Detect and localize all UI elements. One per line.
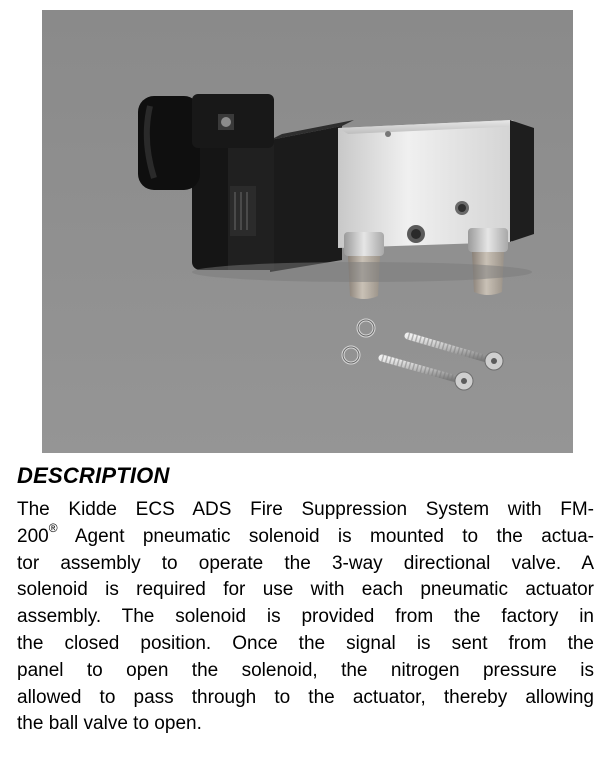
paragraph-line-7: panel to open the solenoid, the nitrogen pressure is <box>17 659 594 681</box>
paragraph-line-2 <box>17 521 594 551</box>
paragraph-line-9: the ball valve to open. <box>17 713 202 735</box>
registered-mark: ® <box>48 521 58 536</box>
paragraph-line-2-text: Agent pneumatic solenoid is mounted to the actua- <box>57 525 594 547</box>
paragraph-line-4: solenoid is required for use with each pneumatic actuator <box>17 579 594 601</box>
paragraph-line-5: assembly. The solenoid is provided from the factory in <box>17 606 594 628</box>
fm200-number: 200 <box>17 525 49 547</box>
section-heading: DESCRIPTION <box>17 463 170 488</box>
description-paragraph <box>17 497 594 738</box>
paragraph-line-1: The Kidde ECS ADS Fire Suppression System with FM- <box>17 499 594 520</box>
paragraph-line-6: the closed position. Once the signal is sent from the <box>17 632 594 654</box>
paragraph-line-8: allowed to pass through to the actuator, thereby allowing <box>17 686 594 708</box>
solenoid-valve-illustration <box>42 10 573 453</box>
product-photo <box>42 10 573 453</box>
paragraph-line-3: tor assembly to operate the 3-way directional valve. A <box>17 552 594 574</box>
